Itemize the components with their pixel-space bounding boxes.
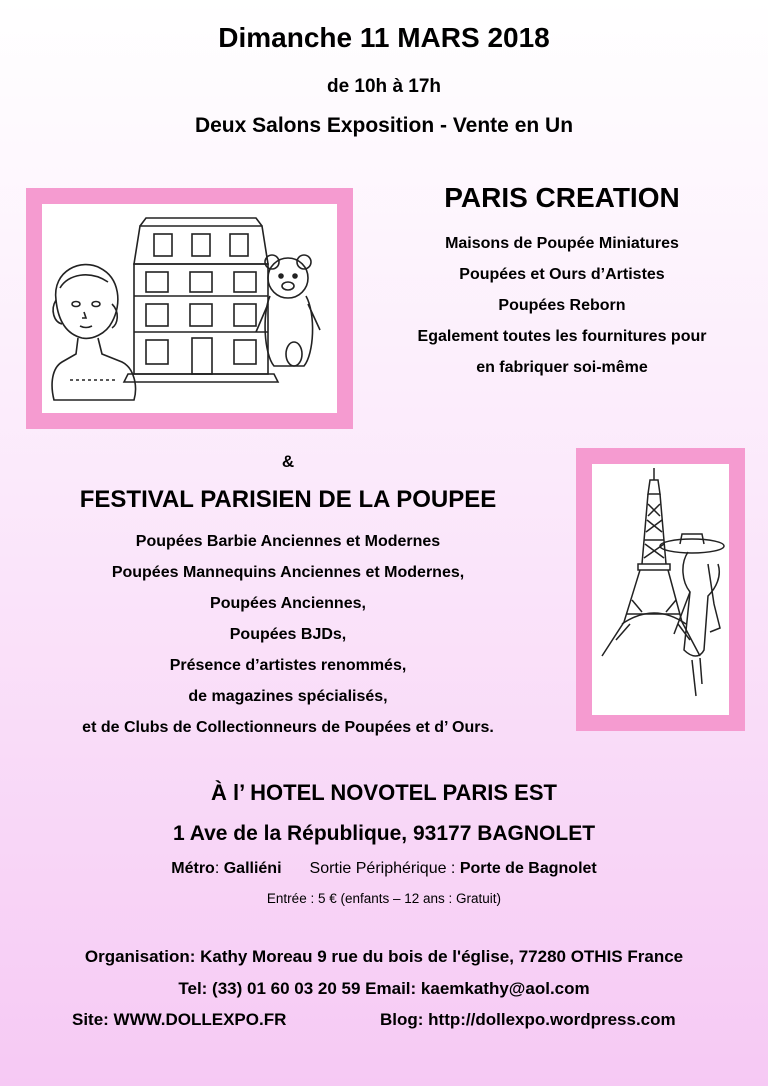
paris-creation-list: [388, 228, 736, 383]
list-item: Maisons de Poupée Miniatures: [445, 235, 679, 252]
list-item: Poupées Anciennes,: [210, 595, 366, 612]
eiffel-illustration: [592, 464, 729, 715]
metro-label: Métro: [171, 860, 215, 877]
list-item: Poupées et Ours d’Artistes: [459, 266, 665, 283]
event-subtitle: Deux Salons Exposition - Vente en Un: [194, 114, 574, 137]
organisation-line: Organisation: Kathy Moreau 9 rue du bois de l'église, 77280 OTHIS France: [84, 947, 684, 966]
metro-value: Galliéni: [223, 860, 282, 877]
doll-house-illustration-frame: [26, 188, 353, 429]
festival-list: [28, 526, 548, 743]
contact-tel-email: Tel: (33) 01 60 03 20 59 Email: kaemkathy@aol.com: [178, 979, 590, 998]
list-item: et de Clubs de Collectionneurs de Poupées et d’ Ours.: [82, 719, 494, 736]
list-item: Poupées Mannequins Anciennes et Modernes,: [111, 564, 465, 581]
event-date: Dimanche 11 MARS 2018: [218, 22, 550, 53]
exit-label: Sortie Périphérique :: [309, 860, 460, 877]
list-item: en fabriquer soi-même: [476, 359, 648, 376]
event-hours: de 10h à 17h: [326, 76, 442, 97]
website-link: Site: WWW.DOLLEXPO.FR: [72, 1010, 287, 1029]
festival-title: FESTIVAL PARISIEN DE LA POUPEE: [79, 486, 497, 513]
ampersand: &: [281, 452, 295, 471]
venue-address: 1 Ave de la République, 93177 BAGNOLET: [172, 822, 596, 845]
list-item: Poupées BJDs,: [229, 626, 347, 643]
exit-value: Porte de Bagnolet: [459, 860, 597, 877]
doll-house-illustration: [42, 204, 337, 413]
list-item: Présence d’artistes renommés,: [169, 657, 407, 674]
entry-price: Entrée : 5 € (enfants – 12 ans : Gratuit): [266, 891, 502, 906]
list-item: Egalement toutes les fournitures pour: [417, 328, 707, 345]
eiffel-illustration-frame: [576, 448, 745, 731]
list-item: Poupées Barbie Anciennes et Modernes: [135, 533, 441, 550]
blog-link: Blog: http://dollexpo.wordpress.com: [380, 1010, 676, 1029]
list-item: de magazines spécialisés,: [188, 688, 388, 705]
doll-house-girl-teddy-icon: [42, 204, 337, 413]
venue-hotel: À l’ HOTEL NOVOTEL PARIS EST: [211, 780, 557, 805]
eiffel-tower-lady-icon: [592, 464, 729, 715]
metro-separator: :: [214, 860, 224, 877]
paris-creation-title: PARIS CREATION: [444, 182, 680, 213]
list-item: Poupées Reborn: [498, 297, 626, 314]
venue-transport: [0, 860, 768, 878]
